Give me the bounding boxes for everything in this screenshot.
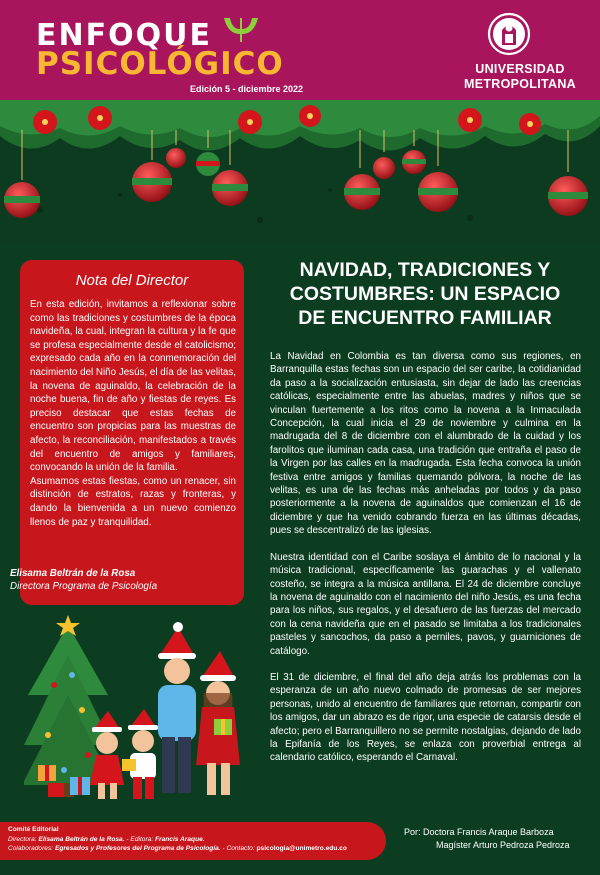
director-note-body [30, 298, 236, 529]
christmas-garland-banner [0, 100, 600, 245]
university-seal-icon [487, 12, 531, 58]
editor-value: Francis Araque. [155, 835, 205, 843]
editorial-committee-box [0, 822, 386, 860]
edition-label: Edición 5 - diciembre 2022 [190, 84, 304, 94]
article-paragraph: El 31 de diciembre, el final del año deja atrás los problemas con la esperanza de un año nuevo colmado de promesas de ser mejores personas, unido al encuentro de familiares que retornan, compartir con los amigos, dar un abrazo es de rigor, una especie de catarsis desde el afecto; pero el Barranquillero no se permite nostalgias, dejando de lado la Epifanía de los Reyes, se enlaza con proverbial entrega al calendario católico, esperando el Carnaval. [270, 671, 581, 764]
director-note-paragraph: En esta edición, invitamos a reflexionar sobre como las tradiciones y costumbres de la época navideña, la cual, integran la cultura y la fe que se profesa especialmente desde el catolicismo; expresado cada año en la conmemoración del nacimiento del Niño Jesús, el día de las velitas, la novena de aguinaldo, la celebración de la noche buena, fin de año y fiestas de reyes. Es preciso destacar que estas fechas de encuentro son propicias para las muestras de afecto, la reconciliación, manifestados a través del encuentro de amigos y familiares, convocando la unión de la familia. [30, 299, 236, 474]
brand-title-line1: ENFOQUE [36, 18, 212, 53]
psi-logo-icon [222, 16, 260, 44]
director-value: Elisama Beltrán de la Rosa. [38, 835, 125, 843]
director-note-paragraph: Asumamos estas fiestas, como un renacer, sin distinción de estratos, razas y fronteras, y dando la bienvenida a un nuevo comienzo llenos de paz y tranquilidad. [30, 475, 236, 528]
director-name: Elisama Beltrán de la Rosa [10, 568, 136, 579]
article-title [266, 258, 584, 330]
article-paragraph: Nuestra identidad con el Caribe soslaya el ámbito de lo nacional y la música tradicional, específicamente las guarachas y el vallenato costeño, se integra a la música antillana. El 24 de diciembre concluye la novena de aguinaldo con el nacimiento del niño Jesús, es una fecha para los niños, sus regalos, y el desafuero de las fuerzas del mercado con la cena navideña que en el pasado se limitaba a los tradicionales pasteles y sancochos, da paso a perniles, pavos, y guarniciones de catálogo. [270, 551, 581, 657]
family-illustration [24, 615, 252, 805]
article-title-line: DE ENCUENTRO FAMILIAR [298, 307, 552, 329]
university-name-line2: METROPOLITANA [464, 77, 576, 91]
committee-label: Comité Editorial [8, 826, 59, 833]
article-body [270, 350, 581, 778]
article-title-line: COSTUMBRES: UN ESPACIO [289, 283, 561, 305]
contact-email[interactable]: psicologia@unimetro.edu.co [256, 845, 347, 852]
director-signature [10, 567, 220, 593]
university-name-line1: UNIVERSIDAD [475, 62, 565, 76]
header-band [0, 0, 600, 100]
article-title-line: NAVIDAD, TRADICIONES Y [299, 259, 551, 281]
collaborators-value: Egresados y Profesores del Programa de Psicología. [54, 845, 221, 852]
director-role: Directora Programa de Psicología [10, 581, 158, 592]
article-byline [404, 826, 594, 852]
director-label: Directora: [8, 835, 37, 843]
contact-label: - Contacto: [220, 845, 255, 852]
brand-title-line2: PSICOLÓGICO [36, 46, 284, 82]
byline-line1: Por: Doctora Francis Araque Barboza [404, 827, 554, 837]
director-note-title: Nota del Director [75, 272, 189, 289]
collaborators-label: Colaboradores: [8, 845, 54, 852]
article-paragraph: La Navidad en Colombia es tan diversa como sus regiones, en Barranquilla estas fechas son un espacio del ser caribe, la cotidianidad da paso a la socialización entusiasta, sin dejar de lado las creencias católicas, especialmente entre las abuelas, madres y niños que se vinculan fuertemente a los ritos como la novena a la Inmaculada Concepción, la cual inicia el 29 de noviembre y culmina en la madrugada del 8 de diciembre con el alumbrado de la cuidad y los farolitos que iluminan cada casa, una tradición que entraña el paso de la Virgen por las calles en la madrugada. Esta fecha convoca la unión festiva entre amigos y familias quemando pólvora, la noche de las velitas, es una de las fechas más anheladas por todos y da paso posteriormente a la novena de aguinaldos que comienzan el 16 de diciembre y que ha venido cobrando fuerza en las últimas décadas, pues se descentralizó de las iglesias. [270, 351, 581, 537]
director-note-box [20, 260, 244, 605]
editor-label: - Editora: [124, 835, 154, 843]
byline-line2: Magíster Arturo Pedroza Pedroza [436, 840, 570, 850]
